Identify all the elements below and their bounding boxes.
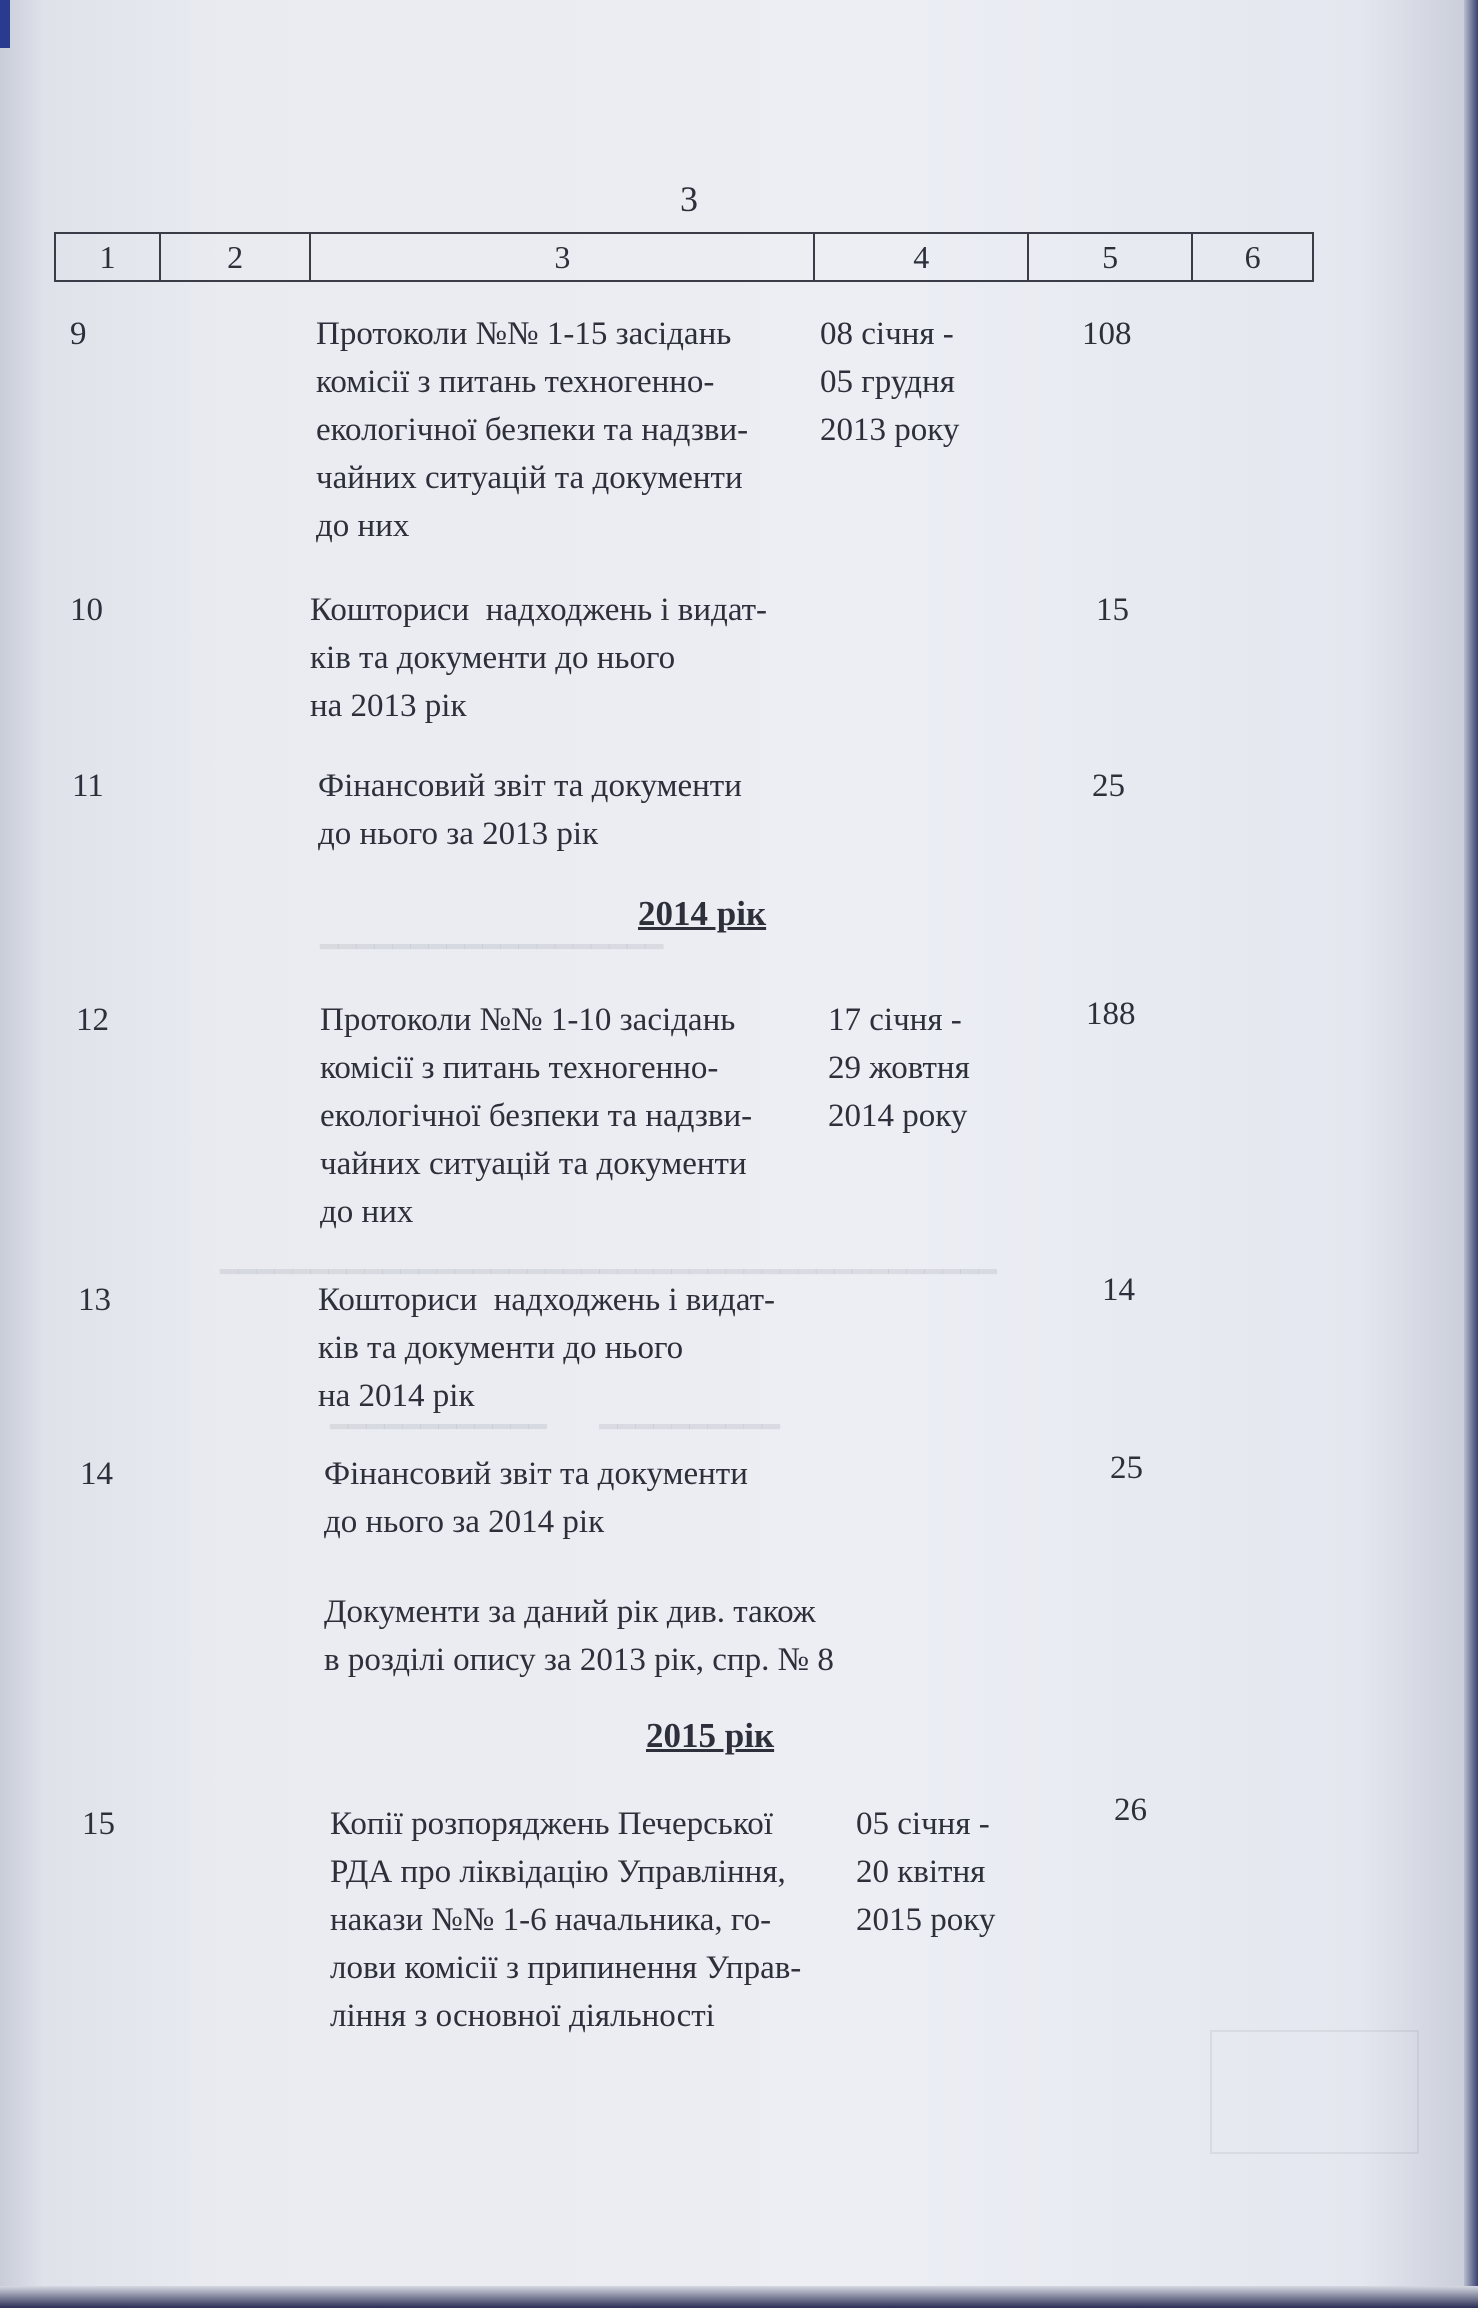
entry-number: 14 [80,1456,113,1492]
entry-dates: 05 січня - 20 квітня 2015 року [856,1806,996,1938]
show-through-text: ━━━━━━━━━━━━━━━━━━━ [320,931,664,964]
entry-title: Копії розпоряджень Печерської РДА про ліквідацію Управління, накази №№ 1-6 начальника, го- лови комісії з припинення Управ- ління з основної діяльності [330,1806,802,2034]
column-header-3: 3 [310,233,814,281]
entry-title: Фінансовий звіт та документи до нього за 2014 рік [324,1456,748,1540]
cross-reference-note: Документи за даний рік див. також в розділі опису за 2013 рік, спр. № 8 [324,1594,834,1678]
entry-number: 10 [70,592,103,628]
entry-title: Кошториси надходжень і видат- ків та документи до нього на 2014 рік [318,1282,776,1414]
entry-sheet-count: 26 [1114,1792,1147,1828]
year-heading-2015: 2015 рік [646,1716,775,1755]
column-header-table [54,232,1314,282]
column-header-1: 1 [55,233,160,281]
entry-sheet-count: 15 [1096,592,1129,628]
page-bottom-shadow [0,2286,1478,2308]
show-through-text: ━━━━━━━━━━━━ ━━━━━━━━━━ [330,1411,780,1444]
column-header-2: 2 [160,233,310,281]
entry-sheet-count: 14 [1102,1272,1135,1308]
year-heading-2014: 2014 рік [638,894,767,933]
show-through-stamp [1210,2030,1419,2154]
entry-title: Кошториси надходжень і видат- ків та документи до нього на 2013 рік [310,592,768,724]
entry-sheet-count: 25 [1092,768,1125,804]
entry-number: 11 [72,768,104,804]
entry-sheet-count: 25 [1110,1450,1143,1486]
column-header-6: 6 [1192,233,1313,281]
page-number: 3 [680,179,698,219]
entry-title: Фінансовий звіт та документи до нього за 2013 рік [318,768,742,852]
show-through-text: ━━━━━━━━━━━━━━━━━━━━━━━━━━━━━━━━━━━━━━━━━━━ [220,1256,997,1289]
entry-number: 13 [78,1282,111,1318]
binding-mark [0,0,10,48]
entry-dates: 08 січня - 05 грудня 2013 року [820,316,960,448]
column-header-5: 5 [1028,233,1192,281]
page-edge-shadow [1464,0,1478,2308]
entry-dates: 17 січня - 29 жовтня 2014 року [828,1002,970,1134]
entry-number: 9 [70,316,87,352]
entry-sheet-count: 108 [1082,316,1132,352]
entry-sheet-count: 188 [1086,996,1136,1032]
entry-title: Протоколи №№ 1-15 засідань комісії з питань техногенно- екологічної безпеки та надзви- чайних ситуацій та документи до них [316,316,749,544]
entry-title: Протоколи №№ 1-10 засідань комісії з питань техногенно- екологічної безпеки та надзви- чайних ситуацій та документи до них [320,1002,753,1230]
entry-number: 15 [82,1806,115,1842]
column-header-4: 4 [814,233,1028,281]
entry-number: 12 [76,1002,109,1038]
